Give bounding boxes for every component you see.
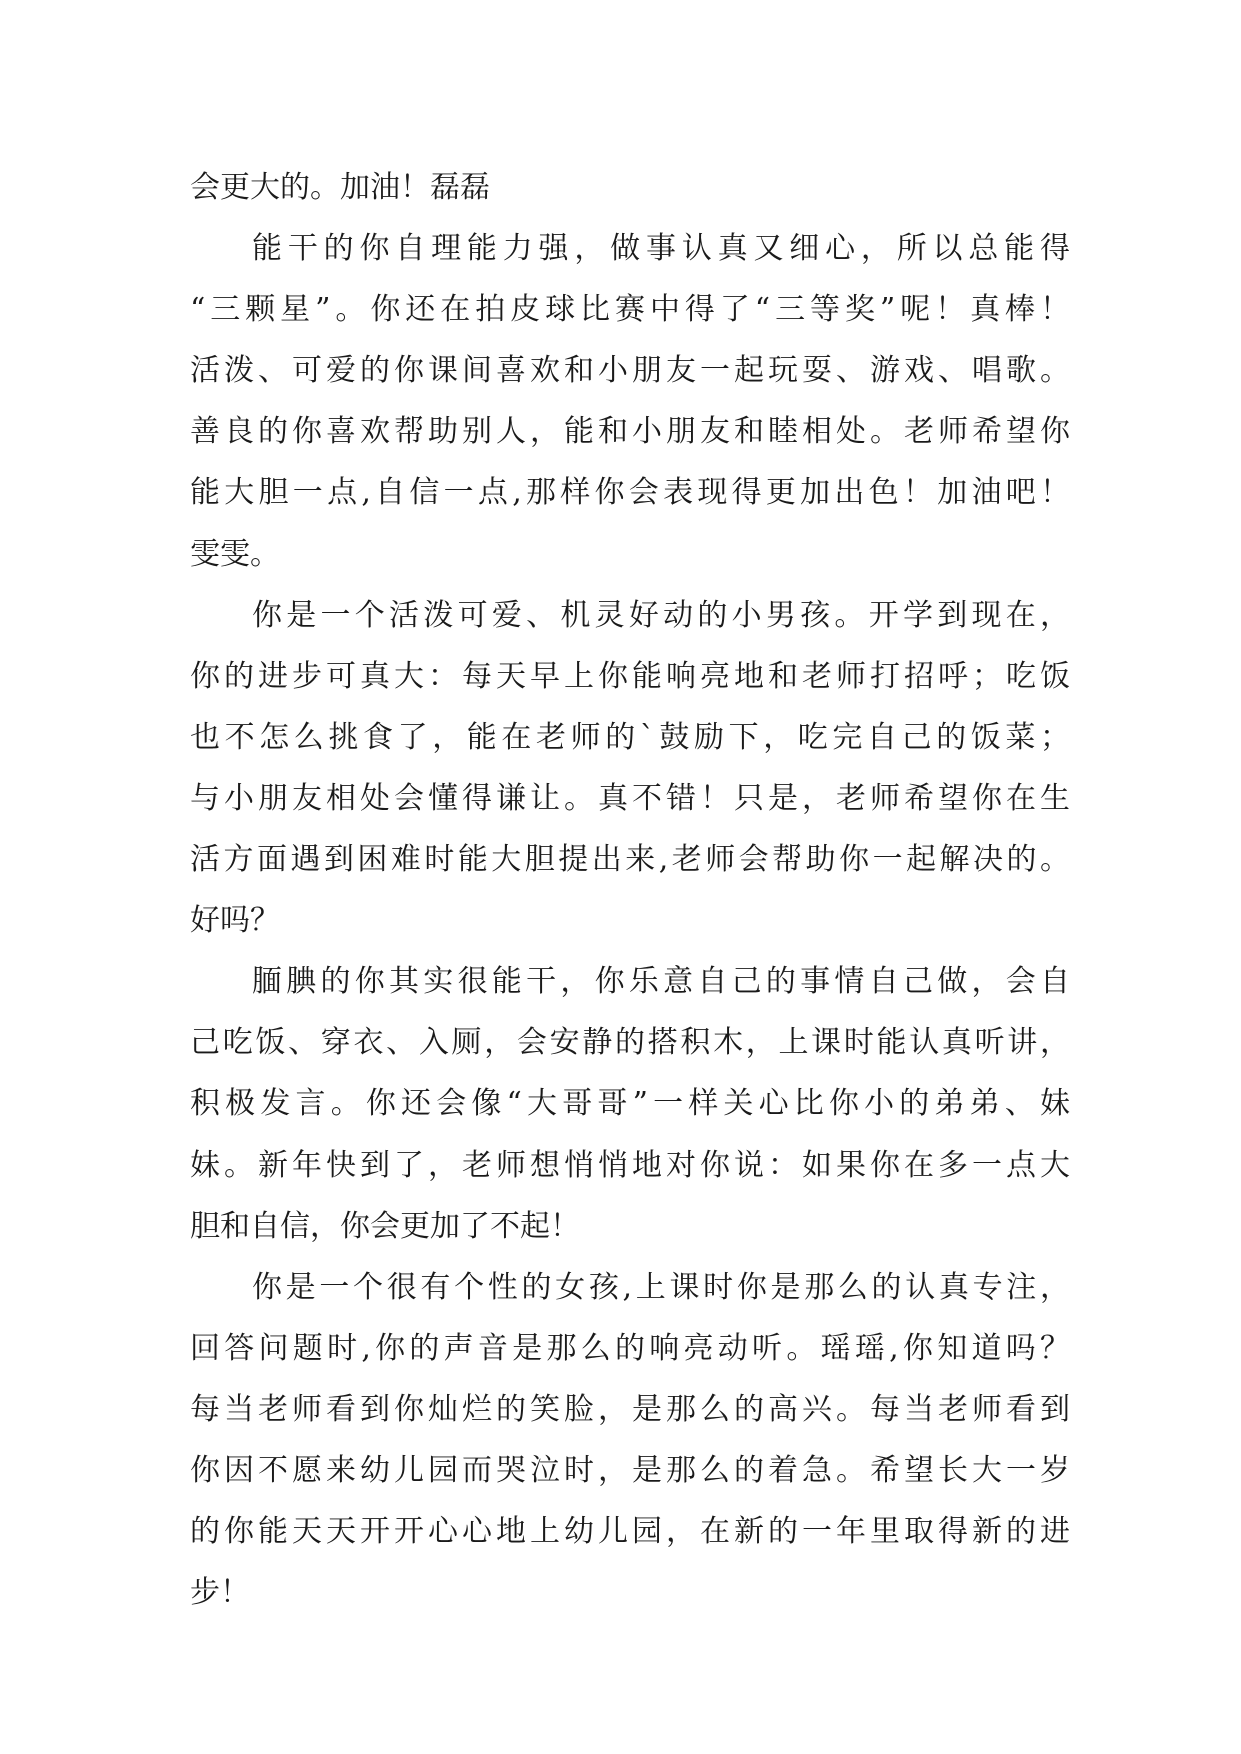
- text-line: “三颗星”。你还在拍皮球比赛中得了“三等奖”呢！真棒！: [190, 292, 1070, 328]
- text-line: 你的进步可真大：每天早上你能响亮地和老师打招呼；吃饭: [190, 658, 1070, 694]
- text-line: 步！: [190, 1575, 250, 1611]
- text-line: 妹。新年快到了，老师想悄悄地对你说：如果你在多一点大: [190, 1147, 1070, 1183]
- text-line: 的你能天天开开心心地上幼儿园，在新的一年里取得新的进: [190, 1514, 1070, 1550]
- text-line: 回答问题时,你的声音是那么的响亮动听。瑶瑶,你知道吗？: [190, 1330, 1070, 1366]
- text-line: 会更大的。加油！磊磊: [190, 170, 490, 205]
- text-line: 腼腆的你其实很能干，你乐意自己的事情自己做，会自: [252, 964, 1070, 1000]
- text-line: 也不怎么挑食了，能在老师的`鼓励下，吃完自己的饭菜；: [190, 719, 1070, 755]
- text-line: 你是一个很有个性的女孩,上课时你是那么的认真专注，: [252, 1269, 1070, 1305]
- text-line: 活方面遇到困难时能大胆提出来,老师会帮助你一起解决的。: [190, 842, 1070, 878]
- text-line: 胆和自信，你会更加了不起！: [190, 1208, 580, 1244]
- text-line: 活泼、可爱的你课间喜欢和小朋友一起玩耍、游戏、唱歌。: [190, 353, 1070, 389]
- text-line: 你因不愿来幼儿园而哭泣时，是那么的着急。希望长大一岁: [190, 1452, 1070, 1488]
- text-line: 善良的你喜欢帮助别人，能和小朋友和睦相处。老师希望你: [190, 414, 1070, 450]
- text-line: 好吗？: [190, 903, 280, 939]
- text-line: 能大胆一点,自信一点,那样你会表现得更加出色！加油吧！: [190, 475, 1070, 511]
- text-line: 每当老师看到你灿烂的笑脸，是那么的高兴。每当老师看到: [190, 1391, 1070, 1427]
- text-line: 能干的你自理能力强，做事认真又细心，所以总能得: [252, 231, 1070, 267]
- text-line: 己吃饭、穿衣、入厕，会安静的搭积木，上课时能认真听讲，: [190, 1025, 1070, 1061]
- document-body: [190, 157, 1070, 1623]
- text-line: 与小朋友相处会懂得谦让。真不错！只是，老师希望你在生: [190, 780, 1070, 816]
- text-line: 雯雯。: [190, 536, 280, 572]
- text-line: 你是一个活泼可爱、机灵好动的小男孩。开学到现在，: [252, 597, 1070, 633]
- text-line: 积极发言。你还会像“大哥哥”一样关心比你小的弟弟、妹: [190, 1086, 1070, 1122]
